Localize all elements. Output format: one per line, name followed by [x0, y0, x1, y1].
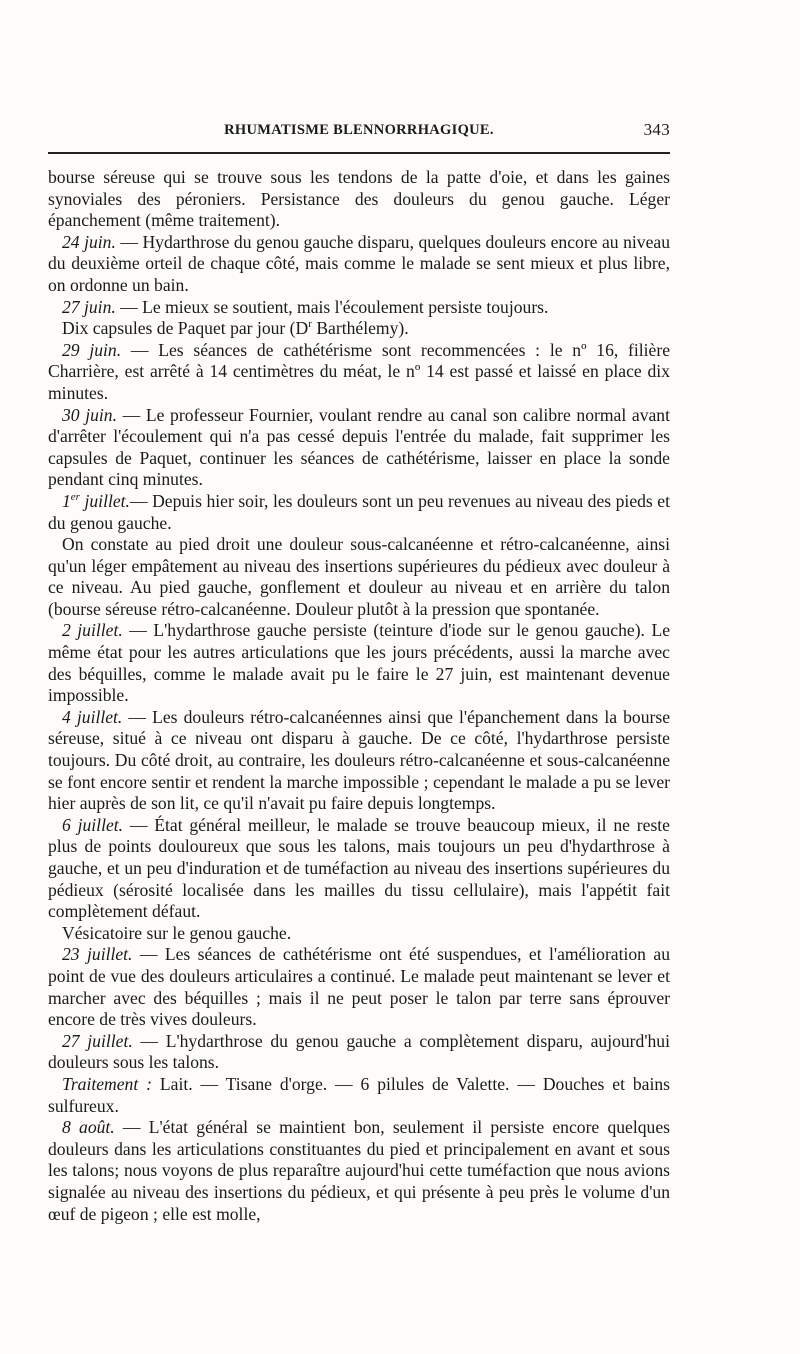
paragraph: 30 juin. — Le professeur Fournier, voulant rendre au canal son calibre normal avant d'arrêter l'écoulement qui n'a pas cessé depuis l'entrée du malade, fait supprimer les capsules de Paquet, continuer les séances de cathétérisme, laisser en place la sonde pendant cinq minutes. — [48, 404, 670, 490]
paragraph: 24 juin. — Hydarthrose du genou gauche disparu, quelques douleurs encore au niveau du deuxième orteil de chaque côté, mais comme le malade se sent mieux et plus libre, on ordonne un bain. — [48, 231, 670, 295]
paragraph: Vésicatoire sur le genou gauche. — [62, 922, 292, 943]
paragraph: bourse séreuse qui se trouve sous les tendons de la patte d'oie, et dans les gaines synoviales des péroniers. Persistance des douleurs du genou gauche. Léger épanchement (même traitement). — [48, 167, 670, 231]
entry-date: 1er juillet. — [62, 490, 130, 511]
page-number: 343 — [643, 120, 670, 139]
treatment-label: Traitement : — [62, 1073, 152, 1094]
paragraph: 29 juin. — Les séances de cathétérisme sont recommencées : le nº 16, filière Charrière, est arrêté à 14 centimètres du méat, le nº 14 est passé et laissé en place dix minutes. — [48, 339, 671, 403]
paragraph: On constate au pied droit une douleur sous-calcanéenne et rétro-calcanéenne, ainsi qu'un léger empâtement au niveau des insertions supérieures du pédieux avec douleur à ce niveau. Au pied gauche, gonflement et douleur au niveau et en arrière du talon (bourse séreuse rétro-calcanéenne. Douleur plutôt à la pression que spontanée. — [48, 534, 670, 619]
entry-date: 8 août. — [62, 1117, 115, 1138]
paragraph: 27 juillet. — L'hydarthrose du genou gauche a complètement disparu, aujourd'hui douleurs sous les talons. — [48, 1030, 670, 1073]
entry-date: 27 juin. — [62, 296, 116, 317]
paragraph: Traitement : Lait. — Tisane d'orge. — 6 pilules de Valette. — Douches et bains sulfureux. — [48, 1073, 670, 1116]
header-rule — [48, 152, 670, 154]
paragraph: 4 juillet. — Les douleurs rétro-calcanéennes ainsi que l'épanchement dans la bourse séreuse, situé à ce niveau ont disparu à gauche. De ce côté, l'hydarthrose persiste toujours. Du côté droit, au contraire, les douleurs rétro-calcanéenne et sous-calcanéenne se font encore sentir et rendent la marche impossible ; cependant le malade a pu se lever hier auprès de son lit, ce qu'il n'avait pu faire depuis longtemps. — [48, 706, 671, 814]
page-header — [48, 118, 670, 142]
entry-date: 23 juillet. — [62, 944, 133, 965]
paragraph: 1er juillet.— Depuis hier soir, les douleurs sont un peu revenues au niveau des pieds et du genou gauche. — [48, 490, 671, 533]
entry-date: 29 juin. — [62, 339, 122, 360]
paragraph: 6 juillet. — État général meilleur, le malade se trouve beaucoup mieux, il ne reste plus de points douloureux que sous les talons, mais toujours un peu d'hydarthrose à gauche, et un peu d'induration et de tuméfaction au niveau des insertions supérieures du pédieux (sérosité localisée dans les mailles du tissu cellulaire), mais l'appétit fait complètement défaut. — [48, 814, 670, 922]
paragraph: 2 juillet. — L'hydarthrose gauche persiste (teinture d'iode sur le genou gauche). Le même état pour les autres articulations que les jours précédents, aussi la marche avec des béquilles, comme le malade avait pu le faire le 27 juin, est maintenant devenue impossible. — [48, 620, 671, 706]
entry-date: 24 juin. — [62, 231, 116, 252]
entry-date: 2 juillet. — [62, 620, 123, 641]
entry-date: 4 juillet. — [62, 706, 123, 727]
body-text — [48, 167, 670, 1225]
paragraph: Dix capsules de Paquet par jour ($D^r$ Barthélemy). — [62, 318, 409, 339]
paragraph: 23 juillet. — Les séances de cathétérisme ont été suspendues, et l'amélioration au point de vue des douleurs articulaires a continué. Le malade peut maintenant se lever et marcher avec des béquilles ; mais il ne peut poser le talon par terre sans éprouver encore de très vives douleurs. — [48, 944, 670, 1030]
running-title: RHUMATISME BLENNORRHAGIQUE. — [224, 122, 494, 138]
paragraph: 8 août. — L'état général se maintient bon, seulement il persiste encore quelques douleurs dans les articulations constituantes du pied et principalement en avant et sous les talons; nous voyons de plus reparaître aujourd'hui cette tuméfaction que nous avions signalée au niveau des insertions du pédieux, et qui présente à peu près le volume d'un œuf de pigeon ; elle est molle, — [48, 1117, 671, 1224]
entry-date: 27 juillet. — [62, 1030, 133, 1051]
paragraph: 27 juin. — Le mieux se soutient, mais l'écoulement persiste toujours. — [62, 296, 549, 317]
entry-date: 6 juillet. — [62, 814, 124, 835]
entry-date: 30 juin. — [62, 404, 117, 425]
